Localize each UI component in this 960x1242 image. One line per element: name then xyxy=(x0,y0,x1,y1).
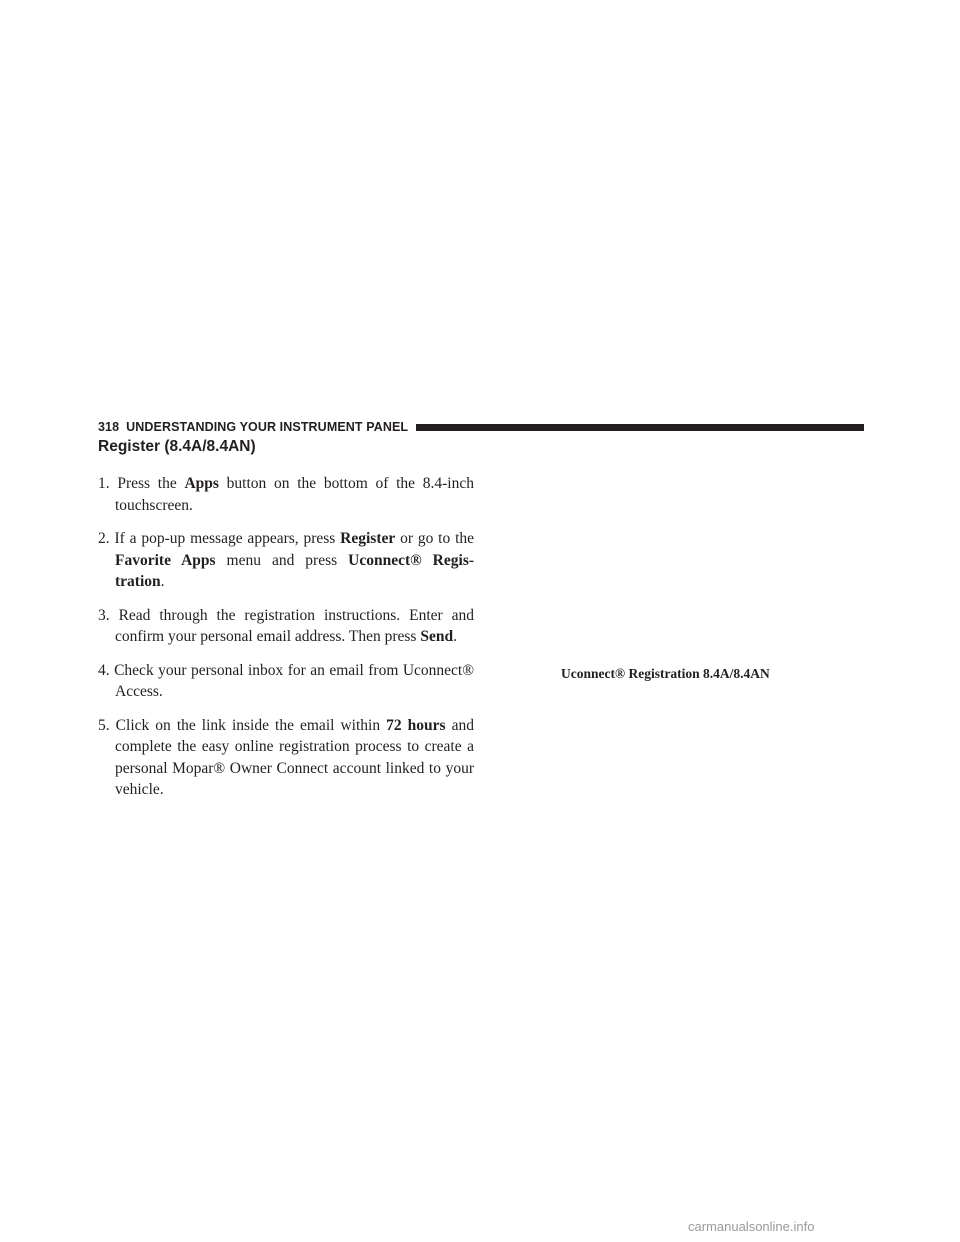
step-number: 2. xyxy=(98,530,110,547)
step-5 xyxy=(98,715,474,801)
step-3 xyxy=(98,605,474,648)
section-title-header: UNDERSTANDING YOUR INSTRUMENT PANEL xyxy=(126,420,409,434)
step-4 xyxy=(98,660,474,703)
step-text: Press the xyxy=(117,475,185,492)
step-text: If a pop-up message appears, press xyxy=(114,530,341,547)
step-text: . xyxy=(453,628,457,645)
page-title: Register (8.4A/8.4AN) xyxy=(98,438,256,455)
step-number: 5. xyxy=(98,716,110,734)
hours-term: 72 hours xyxy=(386,716,446,734)
instruction-steps xyxy=(98,473,474,813)
register-term: Register xyxy=(340,530,396,547)
step-text: or go to the xyxy=(395,530,475,547)
step-text: and complete the easy online registration process to create a personal Mopar® Owner Connect account linked to your vehicle. xyxy=(115,716,474,798)
apps-term: Apps xyxy=(184,475,219,492)
header-rule xyxy=(416,424,864,431)
step-text: Click on the link inside the email within xyxy=(115,716,387,734)
step-text: button on the bottom of the 8.4-inch touchscreen. xyxy=(115,475,474,514)
uconnect-registration-term: Uconnect® Regis-tration xyxy=(115,551,475,590)
page-header xyxy=(98,418,864,436)
step-text: menu and press xyxy=(215,551,349,569)
send-term: Send xyxy=(420,628,454,645)
step-number: 4. xyxy=(98,661,110,679)
step-1 xyxy=(98,473,474,516)
step-number: 1. xyxy=(98,475,110,492)
watermark: carmanualsonline.info xyxy=(688,1219,815,1234)
step-text: Check your personal inbox for an email from Uconnect® Access. xyxy=(114,661,474,700)
step-text: . xyxy=(160,573,165,590)
step-number: 3. xyxy=(98,606,110,624)
page-number: 318 xyxy=(98,420,120,434)
step-text: Read through the registration instructions. Enter and confirm your personal email address. Then press xyxy=(115,606,474,645)
figure-caption: Uconnect® Registration 8.4A/8.4AN xyxy=(561,666,770,681)
step-2 xyxy=(98,528,474,593)
favorite-apps-term: Favorite Apps xyxy=(115,551,216,569)
